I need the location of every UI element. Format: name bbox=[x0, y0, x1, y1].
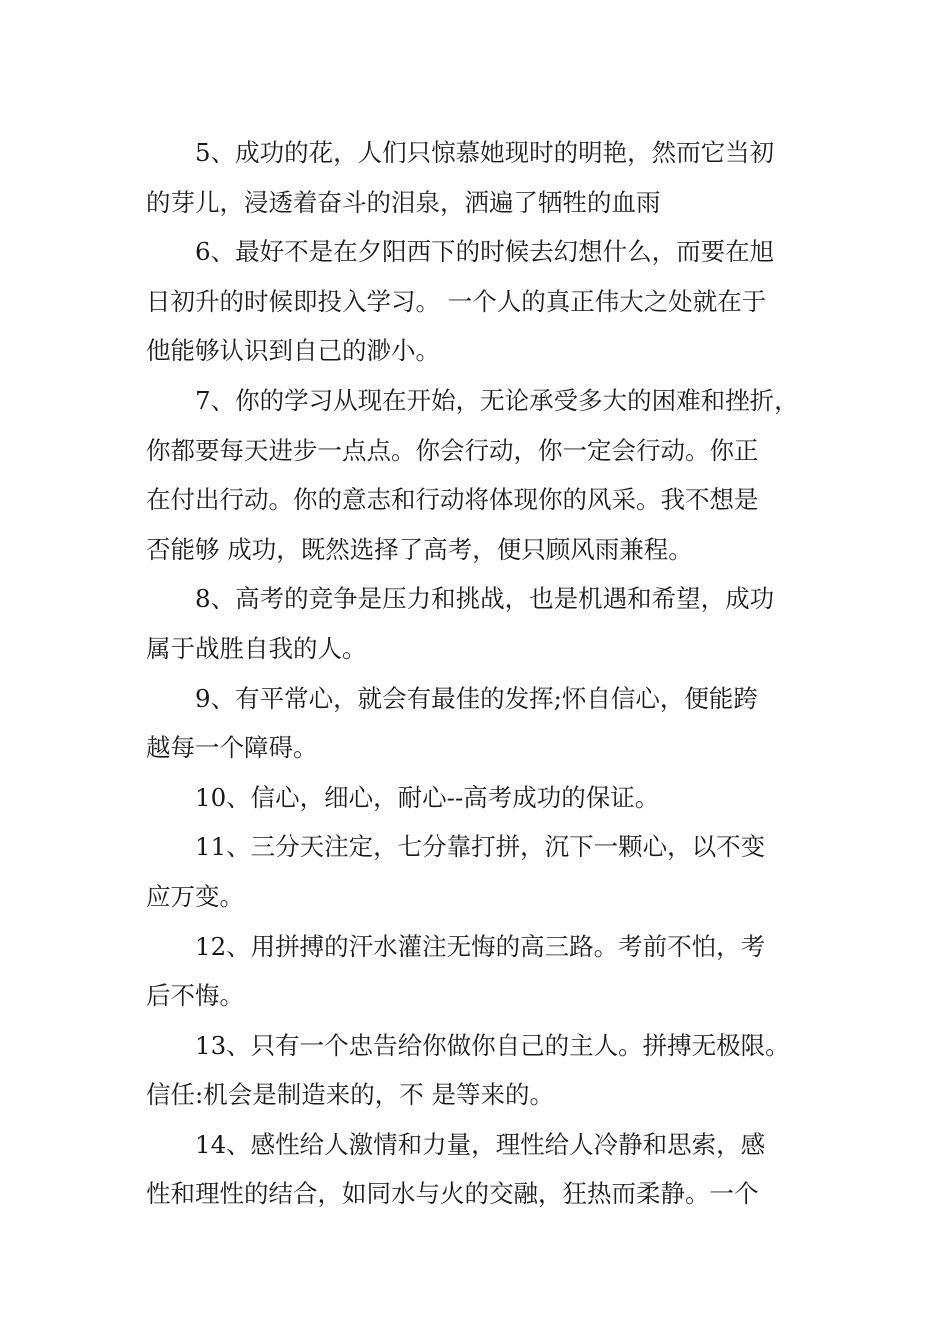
paragraph-5 bbox=[146, 128, 808, 227]
text-line: 日初升的时候即投入学习。 一个人的真正伟大之处就在于 bbox=[146, 286, 767, 316]
text-line: 6、最好不是在夕阳西下的时候去幻想什么，而要在旭 bbox=[195, 237, 775, 267]
text-line: 越每一个障碍。 bbox=[146, 733, 318, 763]
paragraph-14 bbox=[146, 1120, 808, 1219]
text-line: 12、用拼搏的汗水灌注无悔的高三路。考前不怕，考 bbox=[195, 931, 766, 961]
text-line: 14、感性给人激情和力量，理性给人冷静和思索，感 bbox=[195, 1129, 766, 1159]
text-line: 性和理性的结合，如同水与火的交融，狂热而柔静。一个 bbox=[146, 1179, 759, 1209]
text-line: 7、你的学习从现在开始，无论承受多大的困难和挫折， bbox=[195, 385, 799, 415]
paragraph-8 bbox=[146, 574, 808, 673]
paragraph-6 bbox=[146, 227, 808, 376]
document-body bbox=[146, 128, 808, 1219]
paragraph-7 bbox=[146, 376, 808, 574]
text-line: 后不悔。 bbox=[146, 981, 244, 1011]
text-line: 5、成功的花，人们只惊慕她现时的明艳，然而它当初 bbox=[195, 138, 775, 167]
text-line: 你都要每天进步一点点。你会行动，你一定会行动。你正 bbox=[146, 435, 759, 465]
paragraph-12 bbox=[146, 922, 808, 1021]
text-line: 8、高考的竞争是压力和挑战，也是机遇和希望，成功 bbox=[195, 584, 775, 614]
text-line: 9、有平常心，就会有最佳的发挥;怀自信心，便能跨 bbox=[195, 683, 758, 713]
text-line: 否能够 成功，既然选择了高考，便只顾风雨兼程。 bbox=[146, 534, 693, 564]
paragraph-13 bbox=[146, 1021, 808, 1120]
text-line: 他能够认识到自己的渺小。 bbox=[146, 336, 440, 366]
text-line: 的芽儿，浸透着奋斗的泪泉，洒遍了牺牲的血雨 bbox=[146, 187, 661, 217]
text-line: 13、只有一个忠告给你做你自己的主人。拼搏无极限。 bbox=[195, 1030, 790, 1060]
paragraph-11 bbox=[146, 822, 808, 921]
paragraph-10 bbox=[146, 773, 808, 823]
text-line: 信任:机会是制造来的，不 是等来的。 bbox=[146, 1080, 555, 1110]
text-line: 10、信心，细心，耐心--高考成功的保证。 bbox=[195, 782, 660, 812]
text-line: 在付出行动。你的意志和行动将体现你的风采。我不想是 bbox=[146, 485, 759, 515]
paragraph-9 bbox=[146, 674, 808, 773]
text-line: 属于战胜自我的人。 bbox=[146, 633, 367, 663]
text-line: 11、三分天注定，七分靠打拼，沉下一颗心，以不变 bbox=[195, 832, 766, 862]
text-line: 应万变。 bbox=[146, 881, 244, 911]
